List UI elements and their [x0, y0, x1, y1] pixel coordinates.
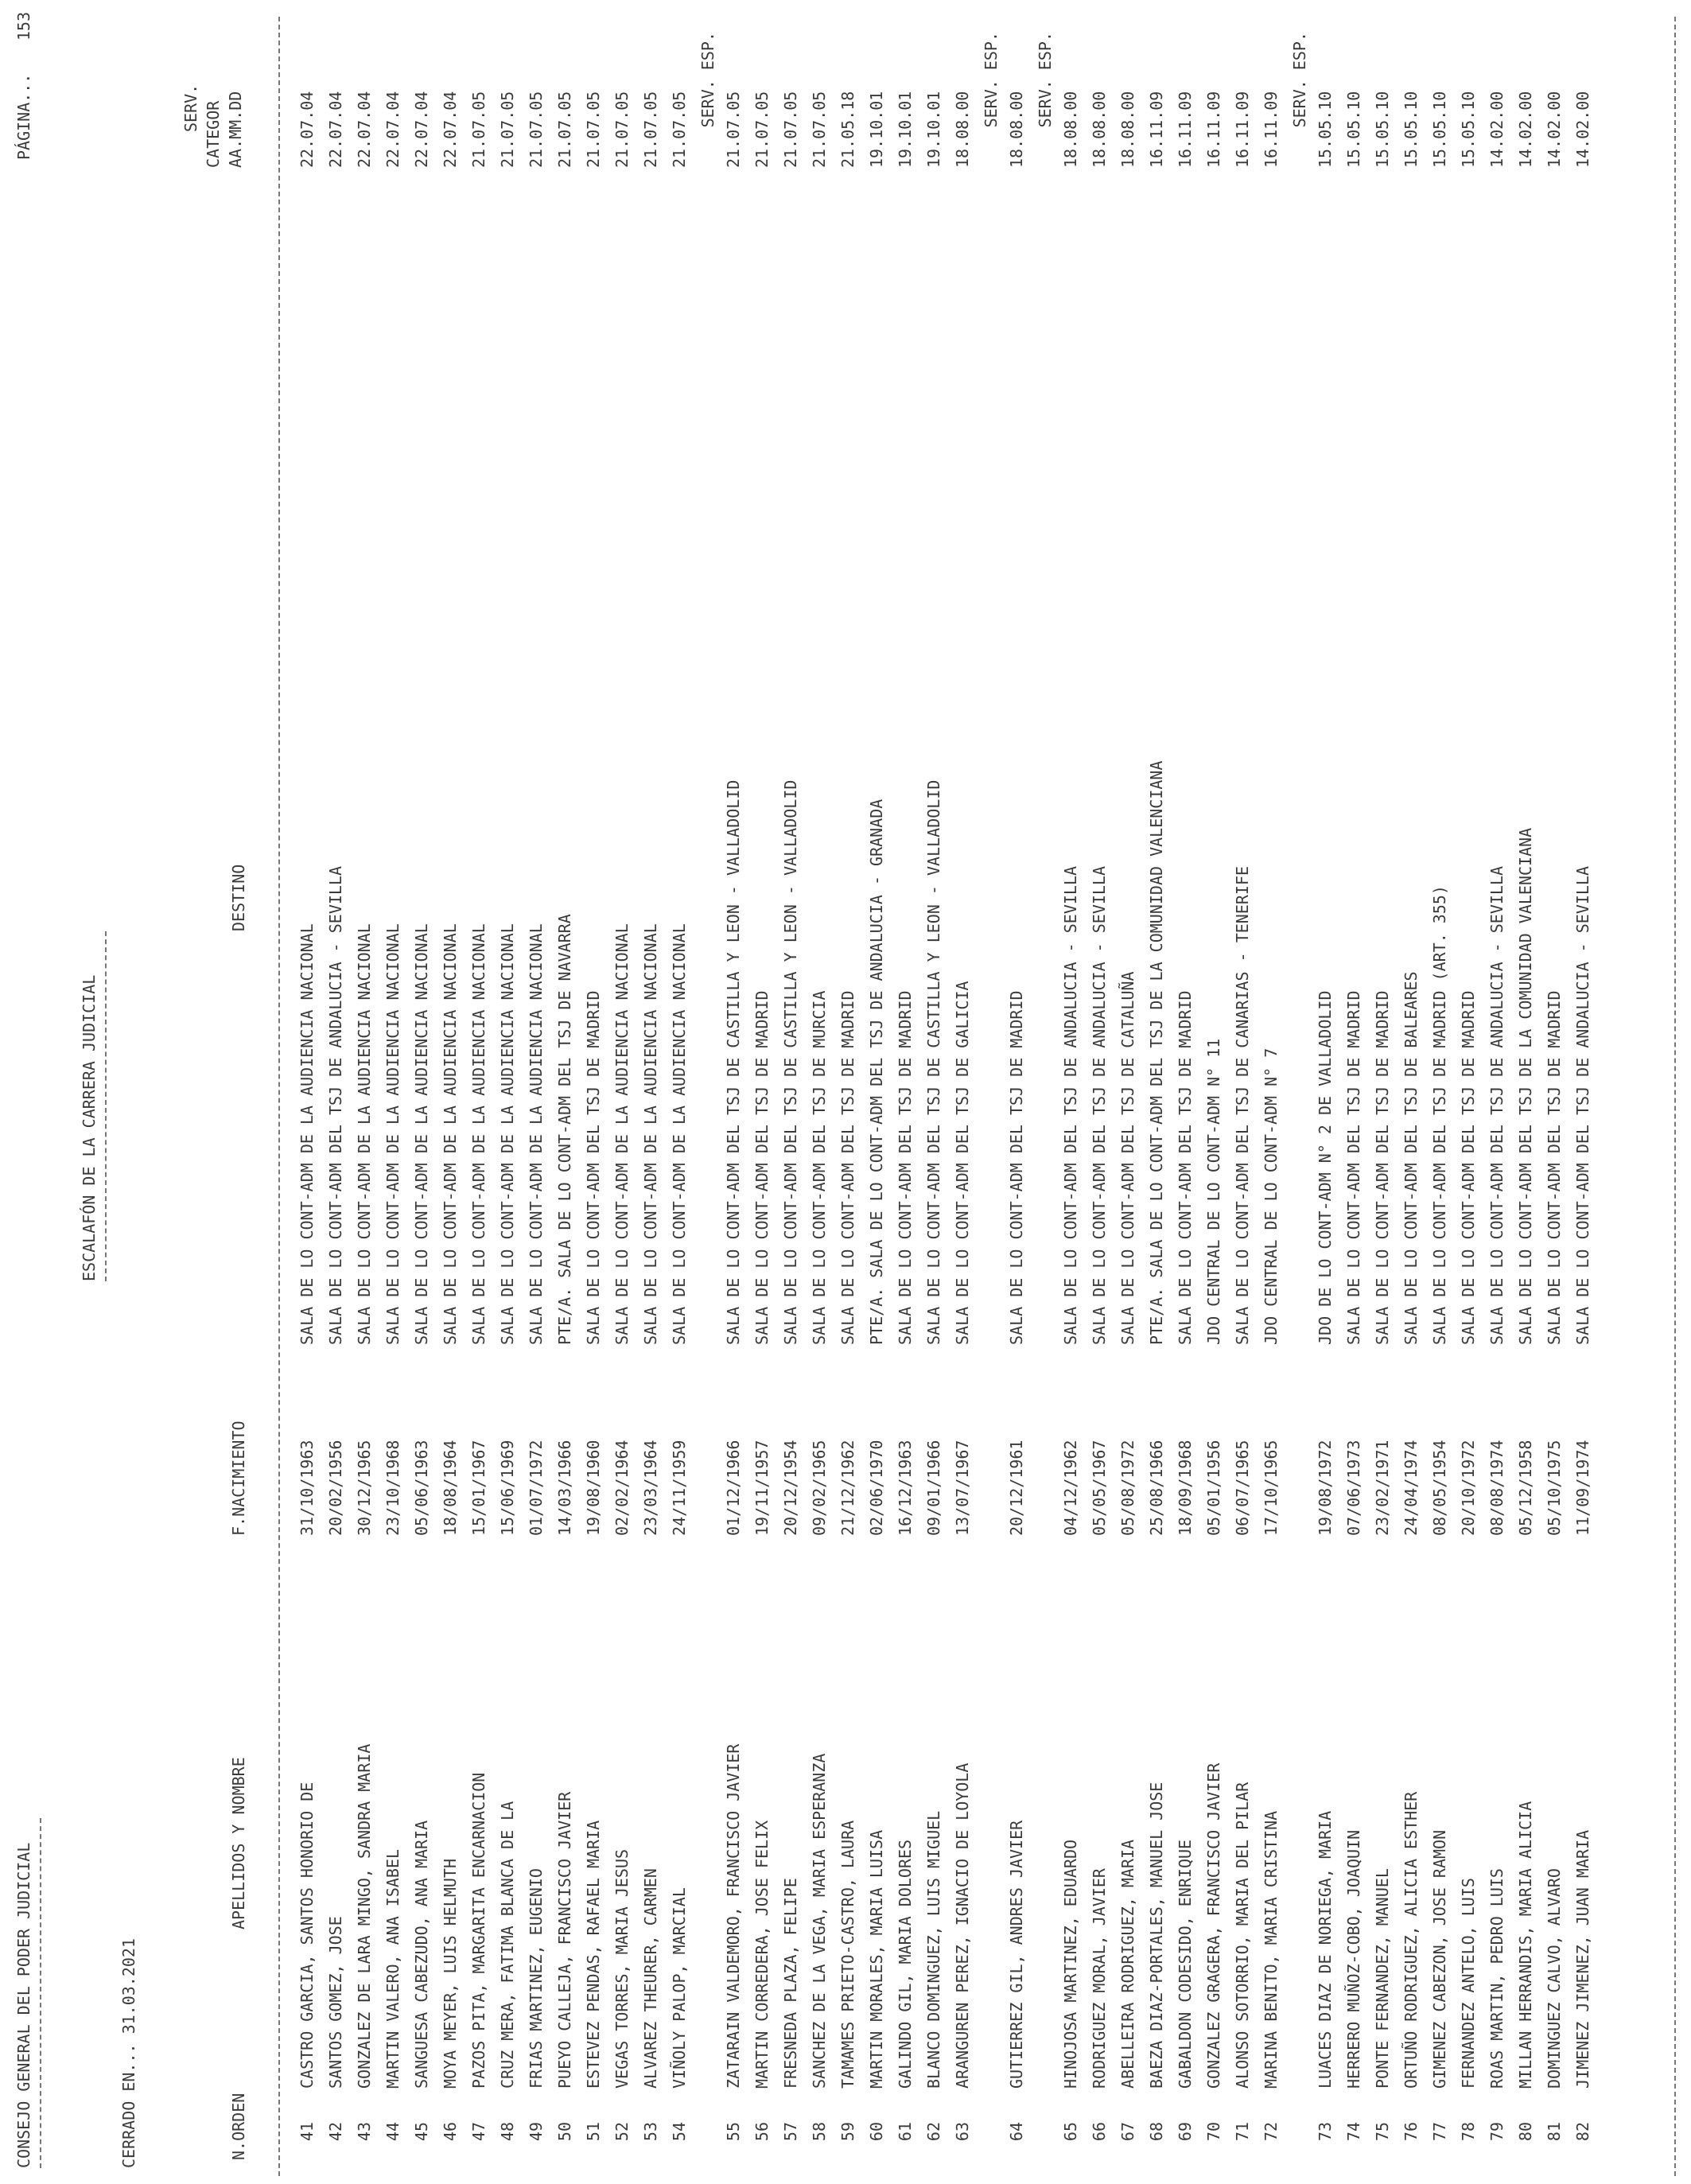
order-number: 74 — [1344, 2122, 1363, 2142]
serv-categ-cell: 22.07.04 — [412, 91, 431, 168]
name-cell: FERNANDEZ ANTELO, LUIS — [1459, 1878, 1478, 2089]
serv-categ-cell: 18.08.00 — [1118, 91, 1137, 168]
table-row — [380, 0, 409, 2184]
birth-date-cell: 09/02/1965 — [810, 1440, 829, 1536]
serv-categ-cell: 15.05.10 — [1430, 91, 1449, 168]
page-label: PÁGINA... — [14, 73, 33, 160]
serv-categ-cell: 21.07.05 — [498, 91, 517, 168]
serv-categ-cell: 19.10.01 — [896, 91, 915, 168]
column-destination: DESTINO — [229, 864, 248, 931]
serv-esp-marker — [978, 0, 1004, 2184]
birth-date-cell: 20/10/1972 — [1459, 1440, 1478, 1536]
footer-separator — [1674, 17, 1676, 2176]
serv-categ-cell: 21.05.18 — [838, 91, 857, 168]
serv-categ-cell: 22.07.04 — [441, 91, 460, 168]
destination-cell: SALA DE LO CONT-ADM DEL TSJ DE MADRID — [896, 990, 915, 1345]
table-row — [1144, 0, 1172, 2184]
name-cell: MARTIN VALERO, ANA ISABEL — [383, 1848, 402, 2089]
destination-cell: SALA DE LO CONT-ADM DEL TSJ DE ANDALUCIA - SEVILLA — [1061, 865, 1080, 1345]
destination-cell: SALA DE LO CONT-ADM DE LA AUDIENCIA NACIONAL — [469, 923, 488, 1345]
serv-categ-cell: 15.05.10 — [1373, 91, 1392, 168]
birth-date-cell: 08/08/1974 — [1487, 1440, 1506, 1536]
order-number: 76 — [1401, 2122, 1421, 2142]
serv-categ-cell: 22.07.04 — [297, 91, 317, 168]
serv-esp-marker — [1287, 0, 1312, 2184]
destination-cell: SALA DE LO CONT-ADM DEL TSJ DE MADRID — [1344, 990, 1363, 1345]
destination-cell: SALA DE LO CONT-ADM DE LA AUDIENCIA NACIONAL — [383, 923, 402, 1345]
name-cell: BAEZA DIAZ-PORTALES, MANUEL JOSE — [1147, 1782, 1166, 2089]
order-number: 54 — [670, 2122, 689, 2142]
table-row — [409, 0, 437, 2184]
destination-cell: SALA DE LO CONT-ADM DEL TSJ DE MADRID (ART. 355) — [1430, 885, 1449, 1345]
birth-date-cell: 11/09/1974 — [1573, 1440, 1592, 1536]
destination-cell: SALA DE LO CONT-ADM DEL TSJ DE MADRID — [1545, 990, 1564, 1345]
table-row — [1570, 0, 1599, 2184]
column-order: N.ORDEN — [229, 2093, 248, 2160]
table-row — [1456, 0, 1484, 2184]
name-cell: FRIAS MARTINEZ, EUGENIO — [527, 1868, 546, 2089]
birth-date-cell: 24/11/1959 — [670, 1440, 689, 1536]
destination-cell: SALA DE LO CONT-ADM DEL TSJ DE MADRID — [838, 990, 857, 1345]
name-cell: ALONSO SOTORRIO, MARIA DEL PILAR — [1233, 1782, 1252, 2089]
destination-cell: SALA DE LO CONT-ADM DEL TSJ DE MADRID — [1459, 990, 1478, 1345]
table-row — [778, 0, 807, 2184]
order-number: 73 — [1316, 2122, 1335, 2142]
order-number: 47 — [469, 2122, 488, 2142]
table-row — [749, 0, 778, 2184]
table-row — [495, 0, 523, 2184]
name-cell: MARTIN CORREDERA, JOSE FELIX — [752, 1820, 772, 2089]
order-number: 64 — [1007, 2122, 1026, 2142]
destination-cell: SALA DE LO CONT-ADM DE LA AUDIENCIA NACIONAL — [441, 923, 460, 1345]
organization-header: CONSEJO GENERAL DEL PODER JUDICIAL — [14, 1842, 33, 2168]
table-row — [1541, 0, 1570, 2184]
birth-date-cell: 09/01/1966 — [924, 1440, 943, 1536]
order-number: 63 — [953, 2122, 972, 2142]
order-number: 42 — [326, 2122, 345, 2142]
table-row — [323, 0, 352, 2184]
order-number: 68 — [1147, 2122, 1166, 2142]
serv-categ-cell: 21.07.05 — [612, 91, 632, 168]
name-cell: ROAS MARTIN, PEDRO LUIS — [1487, 1868, 1506, 2089]
destination-cell: SALA DE LO CONT-ADM DEL TSJ DE MADRID — [1176, 990, 1195, 1345]
name-cell: ARANGUREN PEREZ, IGNACIO DE LOYOLA — [953, 1762, 972, 2089]
serv-categ-cell: 14.02.00 — [1545, 91, 1564, 168]
table-row — [721, 0, 749, 2184]
table-row — [352, 0, 380, 2184]
name-cell: GALINDO GIL, MARIA DOLORES — [896, 1839, 915, 2089]
order-number: 51 — [584, 2122, 603, 2142]
order-number: 78 — [1459, 2122, 1478, 2142]
table-row — [294, 0, 323, 2184]
order-number: 60 — [867, 2122, 886, 2142]
destination-cell: SALA DE LO CONT-ADM DE LA AUDIENCIA NACIONAL — [297, 923, 317, 1345]
order-number: 65 — [1061, 2122, 1080, 2142]
birth-date-cell: 04/12/1962 — [1061, 1440, 1080, 1536]
name-cell: GONZALEZ GRAGERA, FRANCISCO JAVIER — [1204, 1762, 1223, 2089]
destination-cell: JDO CENTRAL DE LO CONT-ADM N° 7 — [1261, 1047, 1281, 1345]
destination-cell: SALA DE LO CONT-ADM DE LA AUDIENCIA NACIONAL — [355, 923, 374, 1345]
destination-cell: SALA DE LO CONT-ADM DEL TSJ DE ANDALUCIA - SEVILLA — [1090, 865, 1109, 1345]
serv-categ-cell: 21.07.05 — [641, 91, 660, 168]
name-cell: PUEYO CALLEJA, FRANCISCO JAVIER — [555, 1791, 574, 2089]
order-number: 81 — [1545, 2122, 1564, 2142]
table-row — [437, 0, 466, 2184]
birth-date-cell: 25/08/1966 — [1147, 1440, 1166, 1536]
table-row — [1230, 0, 1258, 2184]
name-cell: CRUZ MERA, FATIMA BLANCA DE LA — [498, 1801, 517, 2089]
destination-cell: SALA DE LO CONT-ADM DEL TSJ DE ANDALUCIA - SEVILLA — [1573, 865, 1592, 1345]
serv-categ-cell: 19.10.01 — [924, 91, 943, 168]
name-cell: ORTUÑO RODRIGUEZ, ALICIA ESTHER — [1401, 1791, 1421, 2089]
destination-cell: SALA DE LO CONT-ADM DE LA AUDIENCIA NACIONAL — [527, 923, 546, 1345]
destination-cell: JDO DE LO CONT-ADM N° 2 DE VALLADOLID — [1316, 990, 1335, 1345]
column-birth: F.NACIMIENTO — [229, 1420, 248, 1536]
name-cell: SANGUESA CABEZUDO, ANA MARIA — [412, 1820, 431, 2089]
birth-date-cell: 19/11/1957 — [752, 1440, 772, 1536]
table-row — [1172, 0, 1201, 2184]
birth-date-cell: 23/10/1968 — [383, 1440, 402, 1536]
table-row — [1484, 0, 1513, 2184]
order-number: 52 — [612, 2122, 632, 2142]
serv-categ-cell: 16.11.09 — [1204, 91, 1223, 168]
order-number: 58 — [810, 2122, 829, 2142]
destination-cell: SALA DE LO CONT-ADM DEL TSJ DE GALICIA — [953, 981, 972, 1345]
closed-date: CERRADO EN... 31.03.2021 — [119, 1938, 138, 2168]
order-number: 80 — [1516, 2122, 1535, 2142]
serv-categ-cell: 19.10.01 — [867, 91, 886, 168]
serv-categ-cell: 21.07.05 — [810, 91, 829, 168]
table-row — [1087, 0, 1115, 2184]
name-cell: PAZOS PITA, MARGARITA ENCARNACION — [469, 1772, 488, 2089]
birth-date-cell: 30/12/1965 — [355, 1440, 374, 1536]
table-row — [638, 0, 667, 2184]
birth-date-cell: 06/07/1965 — [1233, 1440, 1252, 1536]
name-cell: FRESNEDA PLAZA, FELIPE — [781, 1878, 800, 2089]
order-number: 69 — [1176, 2122, 1195, 2142]
birth-date-cell: 01/12/1966 — [724, 1440, 743, 1536]
table-row — [466, 0, 495, 2184]
order-number: 61 — [896, 2122, 915, 2142]
order-number: 50 — [555, 2122, 574, 2142]
escalafon-list — [294, 0, 1599, 2184]
birth-date-cell: 05/01/1956 — [1204, 1440, 1223, 1536]
birth-date-cell: 16/12/1963 — [896, 1440, 915, 1536]
table-row — [921, 0, 950, 2184]
order-number: 53 — [641, 2122, 660, 2142]
serv-categ-cell: 15.05.10 — [1401, 91, 1421, 168]
serv-categ-cell: 21.07.05 — [752, 91, 772, 168]
order-number: 77 — [1430, 2122, 1449, 2142]
order-number: 46 — [441, 2122, 460, 2142]
table-row — [807, 0, 835, 2184]
destination-cell: SALA DE LO CONT-ADM DEL TSJ DE MADRID — [752, 990, 772, 1345]
serv-categ-cell: 15.05.10 — [1459, 91, 1478, 168]
order-number: 48 — [498, 2122, 517, 2142]
order-number: 82 — [1573, 2122, 1592, 2142]
serv-categ-cell: 18.08.00 — [953, 91, 972, 168]
destination-cell: PTE/A. SALA DE LO CONT-ADM DEL TSJ DE NAVARRA — [555, 914, 574, 1345]
destination-cell: SALA DE LO CONT-ADM DEL TSJ DE MADRID — [1007, 990, 1026, 1345]
birth-date-cell: 23/02/1971 — [1373, 1440, 1392, 1536]
table-row — [1004, 0, 1032, 2184]
table-row — [523, 0, 552, 2184]
name-cell: LUACES DIAZ DE NORIEGA, MARIA — [1316, 1810, 1335, 2089]
page-number: 153 — [14, 11, 33, 41]
destination-cell: SALA DE LO CONT-ADM DEL TSJ DE CASTILLA Y LEON - VALLADOLID — [724, 779, 743, 1345]
name-cell: SANTOS GOMEZ, JOSE — [326, 1916, 345, 2089]
name-cell: GUTIERREZ GIL, ANDRES JAVIER — [1007, 1820, 1026, 2089]
birth-date-cell: 19/08/1972 — [1316, 1440, 1335, 1536]
order-number: 62 — [924, 2122, 943, 2142]
table-row — [1341, 0, 1370, 2184]
birth-date-cell: 18/08/1964 — [441, 1440, 460, 1536]
order-number: 79 — [1487, 2122, 1506, 2142]
table-row — [1258, 0, 1287, 2184]
order-number: 66 — [1090, 2122, 1109, 2142]
serv-categ-cell: 16.11.09 — [1261, 91, 1281, 168]
destination-cell: SALA DE LO CONT-ADM DE LA AUDIENCIA NACIONAL — [670, 923, 689, 1345]
serv-esp-marker — [1032, 0, 1058, 2184]
column-serv-line3: AA.MM.DD — [226, 91, 245, 168]
birth-date-cell: 19/08/1960 — [584, 1440, 603, 1536]
destination-cell: SALA DE LO CONT-ADM DEL TSJ DE CASTILLA Y LEON - VALLADOLID — [781, 779, 800, 1345]
serv-categ-cell: 14.02.00 — [1516, 91, 1535, 168]
table-row — [609, 0, 638, 2184]
order-number: 75 — [1373, 2122, 1392, 2142]
serv-esp-label: SERV. ESP. — [1290, 32, 1309, 128]
order-number: 44 — [383, 2122, 402, 2142]
table-row — [892, 0, 921, 2184]
table-row — [1398, 0, 1427, 2184]
table-row — [950, 0, 978, 2184]
name-cell: RODRIGUEZ MORAL, JAVIER — [1090, 1868, 1109, 2089]
table-row — [835, 0, 864, 2184]
birth-date-cell: 20/02/1956 — [326, 1440, 345, 1536]
serv-esp-marker — [695, 0, 721, 2184]
birth-date-cell: 02/06/1970 — [867, 1440, 886, 1536]
serv-categ-cell: 21.07.05 — [781, 91, 800, 168]
birth-date-cell: 02/02/1964 — [612, 1440, 632, 1536]
name-cell: JIMENEZ JIMENEZ, JUAN MARIA — [1573, 1829, 1592, 2089]
birth-date-cell: 05/05/1967 — [1090, 1440, 1109, 1536]
serv-categ-cell: 18.08.00 — [1007, 91, 1026, 168]
birth-date-cell: 23/03/1964 — [641, 1440, 660, 1536]
birth-date-cell: 20/12/1961 — [1007, 1440, 1026, 1536]
serv-categ-cell: 18.08.00 — [1090, 91, 1109, 168]
serv-esp-label: SERV. ESP. — [1036, 32, 1055, 128]
order-number: 55 — [724, 2122, 743, 2142]
name-cell: VEGAS TORRES, MARIA JESUS — [612, 1848, 632, 2089]
destination-cell: SALA DE LO CONT-ADM DEL TSJ DE ANDALUCIA - SEVILLA — [1487, 865, 1506, 1345]
destination-cell: SALA DE LO CONT-ADM DEL TSJ DE CATALUÑA — [1118, 971, 1137, 1345]
name-cell: ABELLEIRA RODRIGUEZ, MARIA — [1118, 1839, 1137, 2089]
destination-cell: SALA DE LO CONT-ADM DE LA AUDIENCIA NACIONAL — [641, 923, 660, 1345]
table-row — [1513, 0, 1541, 2184]
order-number: 72 — [1261, 2122, 1281, 2142]
destination-cell: SALA DE LO CONT-ADM DEL TSJ DE ANDALUCIA - SEVILLA — [326, 865, 345, 1345]
table-row — [581, 0, 609, 2184]
serv-categ-cell: 21.07.05 — [724, 91, 743, 168]
order-number: 57 — [781, 2122, 800, 2142]
name-cell: ESTEVEZ PENDAS, RAFAEL MARIA — [584, 1820, 603, 2089]
destination-cell: PTE/A. SALA DE LO CONT-ADM DEL TSJ DE LA COMUNIDAD VALENCIANA — [1147, 760, 1166, 1345]
column-name: APELLIDOS Y NOMBRE — [229, 1757, 248, 1929]
serv-categ-cell: 21.07.05 — [527, 91, 546, 168]
order-number: 67 — [1118, 2122, 1137, 2142]
serv-categ-cell: 15.05.10 — [1316, 91, 1335, 168]
table-row — [1427, 0, 1456, 2184]
serv-categ-cell: 22.07.04 — [383, 91, 402, 168]
column-serv-line2: CATEGOR — [204, 100, 223, 168]
table-row — [1115, 0, 1144, 2184]
destination-cell: SALA DE LO CONT-ADM DEL TSJ DE MADRID — [1373, 990, 1392, 1345]
birth-date-cell: 15/01/1967 — [469, 1440, 488, 1536]
destination-cell: JDO CENTRAL DE LO CONT-ADM N° 11 — [1204, 1038, 1223, 1345]
name-cell: GABALDON CODESIDO, ENRIQUE — [1176, 1839, 1195, 2089]
destination-cell: SALA DE LO CONT-ADM DEL TSJ DE CASTILLA Y LEON - VALLADOLID — [924, 779, 943, 1345]
destination-cell: SALA DE LO CONT-ADM DEL TSJ DE CANARIAS - TENERIFE — [1233, 865, 1252, 1345]
order-number: 41 — [297, 2122, 317, 2142]
table-row — [552, 0, 581, 2184]
serv-esp-label: SERV. ESP. — [982, 32, 1001, 128]
order-number: 56 — [752, 2122, 772, 2142]
birth-date-cell: 21/12/1962 — [838, 1440, 857, 1536]
serv-categ-cell: 18.08.00 — [1061, 91, 1080, 168]
birth-date-cell: 01/07/1972 — [527, 1440, 546, 1536]
serv-categ-cell: 22.07.04 — [355, 91, 374, 168]
order-number: 45 — [412, 2122, 431, 2142]
table-row — [864, 0, 892, 2184]
order-number: 59 — [838, 2122, 857, 2142]
birth-date-cell: 14/03/1966 — [555, 1440, 574, 1536]
birth-date-cell: 05/06/1963 — [412, 1440, 431, 1536]
serv-categ-cell: 14.02.00 — [1573, 91, 1592, 168]
destination-cell: SALA DE LO CONT-ADM DE LA AUDIENCIA NACIONAL — [498, 923, 517, 1345]
birth-date-cell: 08/05/1954 — [1430, 1440, 1449, 1536]
name-cell: BLANCO DOMINGUEZ, LUIS MIGUEL — [924, 1810, 943, 2089]
serv-categ-cell: 21.07.05 — [584, 91, 603, 168]
name-cell: SANCHEZ DE LA VEGA, MARIA ESPERANZA — [810, 1753, 829, 2089]
order-number: 70 — [1204, 2122, 1223, 2142]
birth-date-cell: 18/09/1968 — [1176, 1440, 1195, 1536]
serv-categ-cell: 15.05.10 — [1344, 91, 1363, 168]
order-number: 43 — [355, 2122, 374, 2142]
name-cell: DOMINGUEZ CALVO, ALVARO — [1545, 1868, 1564, 2089]
serv-categ-cell: 16.11.09 — [1147, 91, 1166, 168]
title-underline — [105, 931, 107, 1281]
destination-cell: SALA DE LO CONT-ADM DEL TSJ DE MURCIA — [810, 990, 829, 1345]
order-number: 71 — [1233, 2122, 1252, 2142]
name-cell: GONZALEZ DE LARA MINGO, SANDRA MARIA — [355, 1743, 374, 2089]
serv-categ-cell: 14.02.00 — [1487, 91, 1506, 168]
name-cell: TAMAMES PRIETO-CASTRO, LAURA — [838, 1820, 857, 2089]
serv-esp-label: SERV. ESP. — [698, 32, 717, 128]
table-row — [1201, 0, 1230, 2184]
birth-date-cell: 07/06/1973 — [1344, 1440, 1363, 1536]
name-cell: VIÑOLY PALOP, MARCIAL — [670, 1887, 689, 2089]
name-cell: MOYA MEYER, LUIS HELMUTH — [441, 1859, 460, 2089]
serv-categ-cell: 22.07.04 — [326, 91, 345, 168]
header-separator — [278, 17, 280, 2176]
table-row — [1058, 0, 1087, 2184]
serv-categ-cell: 16.11.09 — [1176, 91, 1195, 168]
table-row — [1370, 0, 1398, 2184]
destination-cell: PTE/A. SALA DE LO CONT-ADM DEL TSJ DE ANDALUCIA - GRANADA — [867, 799, 886, 1345]
destination-cell: SALA DE LO CONT-ADM DEL TSJ DE MADRID — [584, 990, 603, 1345]
order-number: 49 — [527, 2122, 546, 2142]
column-serv-line1: SERV. — [181, 84, 200, 132]
serv-categ-cell: 21.07.05 — [555, 91, 574, 168]
serv-categ-cell: 21.07.05 — [469, 91, 488, 168]
destination-cell: SALA DE LO CONT-ADM DE LA AUDIENCIA NACIONAL — [612, 923, 632, 1345]
name-cell: CASTRO GARCIA, SANTOS HONORIO DE — [297, 1782, 317, 2089]
document-title: ESCALAFÓN DE LA CARRERA JUDICIAL — [80, 974, 99, 1281]
destination-cell: SALA DE LO CONT-ADM DEL TSJ DE LA COMUNIDAD VALENCIANA — [1516, 827, 1535, 1345]
name-cell: MARTIN MORALES, MARIA LUISA — [867, 1829, 886, 2089]
birth-date-cell: 17/10/1965 — [1261, 1440, 1281, 1536]
organization-underline — [40, 1818, 41, 2168]
birth-date-cell: 13/07/1967 — [953, 1440, 972, 1536]
serv-categ-cell: 21.07.05 — [670, 91, 689, 168]
name-cell: MILLAN HERRANDIS, MARIA ALICIA — [1516, 1801, 1535, 2089]
birth-date-cell: 24/04/1974 — [1401, 1440, 1421, 1536]
name-cell: ZATARAIN VALDEMORO, FRANCISCO JAVIER — [724, 1743, 743, 2089]
name-cell: PONTE FERNANDEZ, MANUEL — [1373, 1868, 1392, 2089]
name-cell: MARINA BENITO, MARIA CRISTINA — [1261, 1810, 1281, 2089]
table-row — [1312, 0, 1341, 2184]
destination-cell: SALA DE LO CONT-ADM DE LA AUDIENCIA NACIONAL — [412, 923, 431, 1345]
serv-categ-cell: 16.11.09 — [1233, 91, 1252, 168]
name-cell: HERRERO MUÑOZ-COBO, JOAQUIN — [1344, 1829, 1363, 2089]
birth-date-cell: 05/10/1975 — [1545, 1440, 1564, 1536]
name-cell: ALVAREZ THEURER, CARMEN — [641, 1868, 660, 2089]
birth-date-cell: 20/12/1954 — [781, 1440, 800, 1536]
destination-cell: SALA DE LO CONT-ADM DEL TSJ DE BALEARES — [1401, 971, 1421, 1345]
name-cell: GIMENEZ CABEZON, JOSE RAMON — [1430, 1829, 1449, 2089]
birth-date-cell: 05/12/1958 — [1516, 1440, 1535, 1536]
birth-date-cell: 31/10/1963 — [297, 1440, 317, 1536]
name-cell: HINOJOSA MARTINEZ, EDUARDO — [1061, 1839, 1080, 2089]
birth-date-cell: 15/06/1969 — [498, 1440, 517, 1536]
birth-date-cell: 05/08/1972 — [1118, 1440, 1137, 1536]
table-row — [667, 0, 695, 2184]
